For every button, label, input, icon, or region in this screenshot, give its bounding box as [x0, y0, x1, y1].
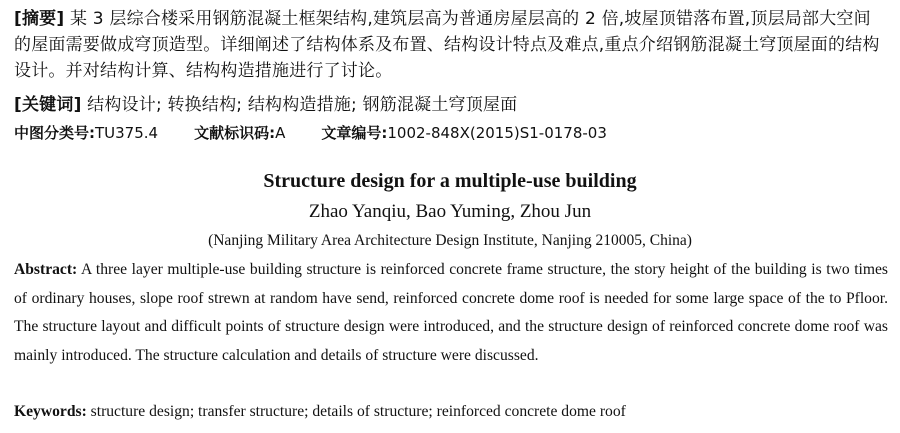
chinese-keywords [14, 92, 886, 118]
english-authors: Zhao Yanqiu, Bao Yuming, Zhou Jun [308, 201, 592, 222]
chinese-keywords-text: 结构设计; 转换结构; 结构构造措施; 钢筋混凝土穹顶屋面 [81, 95, 518, 115]
english-abstract-text: A three layer multiple-use building structure is reinforced concrete frame structure, the story height of the building is two times of ordinary houses, slope roof strewn at random have send, reinforced concrete dome roof is needed for some large space of the to Pfloor. The structure layout and difficult points of structure design were introduced, and the structure design of reinforced concrete dome roof was mainly introduced. The structure calculation and details of structure were discussed. [14, 261, 888, 364]
clc-value: TU375.4 [95, 124, 159, 142]
document-code-value: A [275, 124, 286, 142]
chinese-keywords-label: [关键词] [14, 95, 82, 115]
english-keywords [14, 398, 886, 427]
english-title: Structure design for a multiple-use building [263, 170, 637, 192]
article-number-value: 1002-848X(2015)S1-0178-03 [387, 124, 607, 142]
classification-line [14, 122, 886, 144]
english-abstract-label: Abstract: [14, 261, 78, 278]
chinese-abstract [14, 6, 886, 84]
clc-label: 中图分类号: [14, 124, 95, 142]
english-keywords-text: structure design; transfer structure; details of structure; reinforced concrete dome roof [86, 403, 626, 420]
english-keywords-label: Keywords: [14, 403, 87, 420]
document-code-label: 文献标识码: [194, 124, 276, 142]
chinese-abstract-label: [摘要] [14, 9, 65, 29]
article-number-label: 文章编号: [321, 124, 388, 142]
english-affiliation: (Nanjing Military Area Architecture Design Institute, Nanjing 210005, China) [208, 232, 692, 249]
english-abstract [14, 256, 888, 370]
chinese-abstract-text: 某 3 层综合楼采用钢筋混凝土框架结构,建筑层高为普通房屋层高的 2 倍,坡屋顶错落布置,顶层局部大空间的屋面需要做成穹顶造型。详细阐述了结构体系及布置、结构设计特点及难点,重点介绍钢筋混凝土穹顶屋面的结构设计。并对结构计算、结构构造措施进行了讨论。 [14, 9, 880, 81]
